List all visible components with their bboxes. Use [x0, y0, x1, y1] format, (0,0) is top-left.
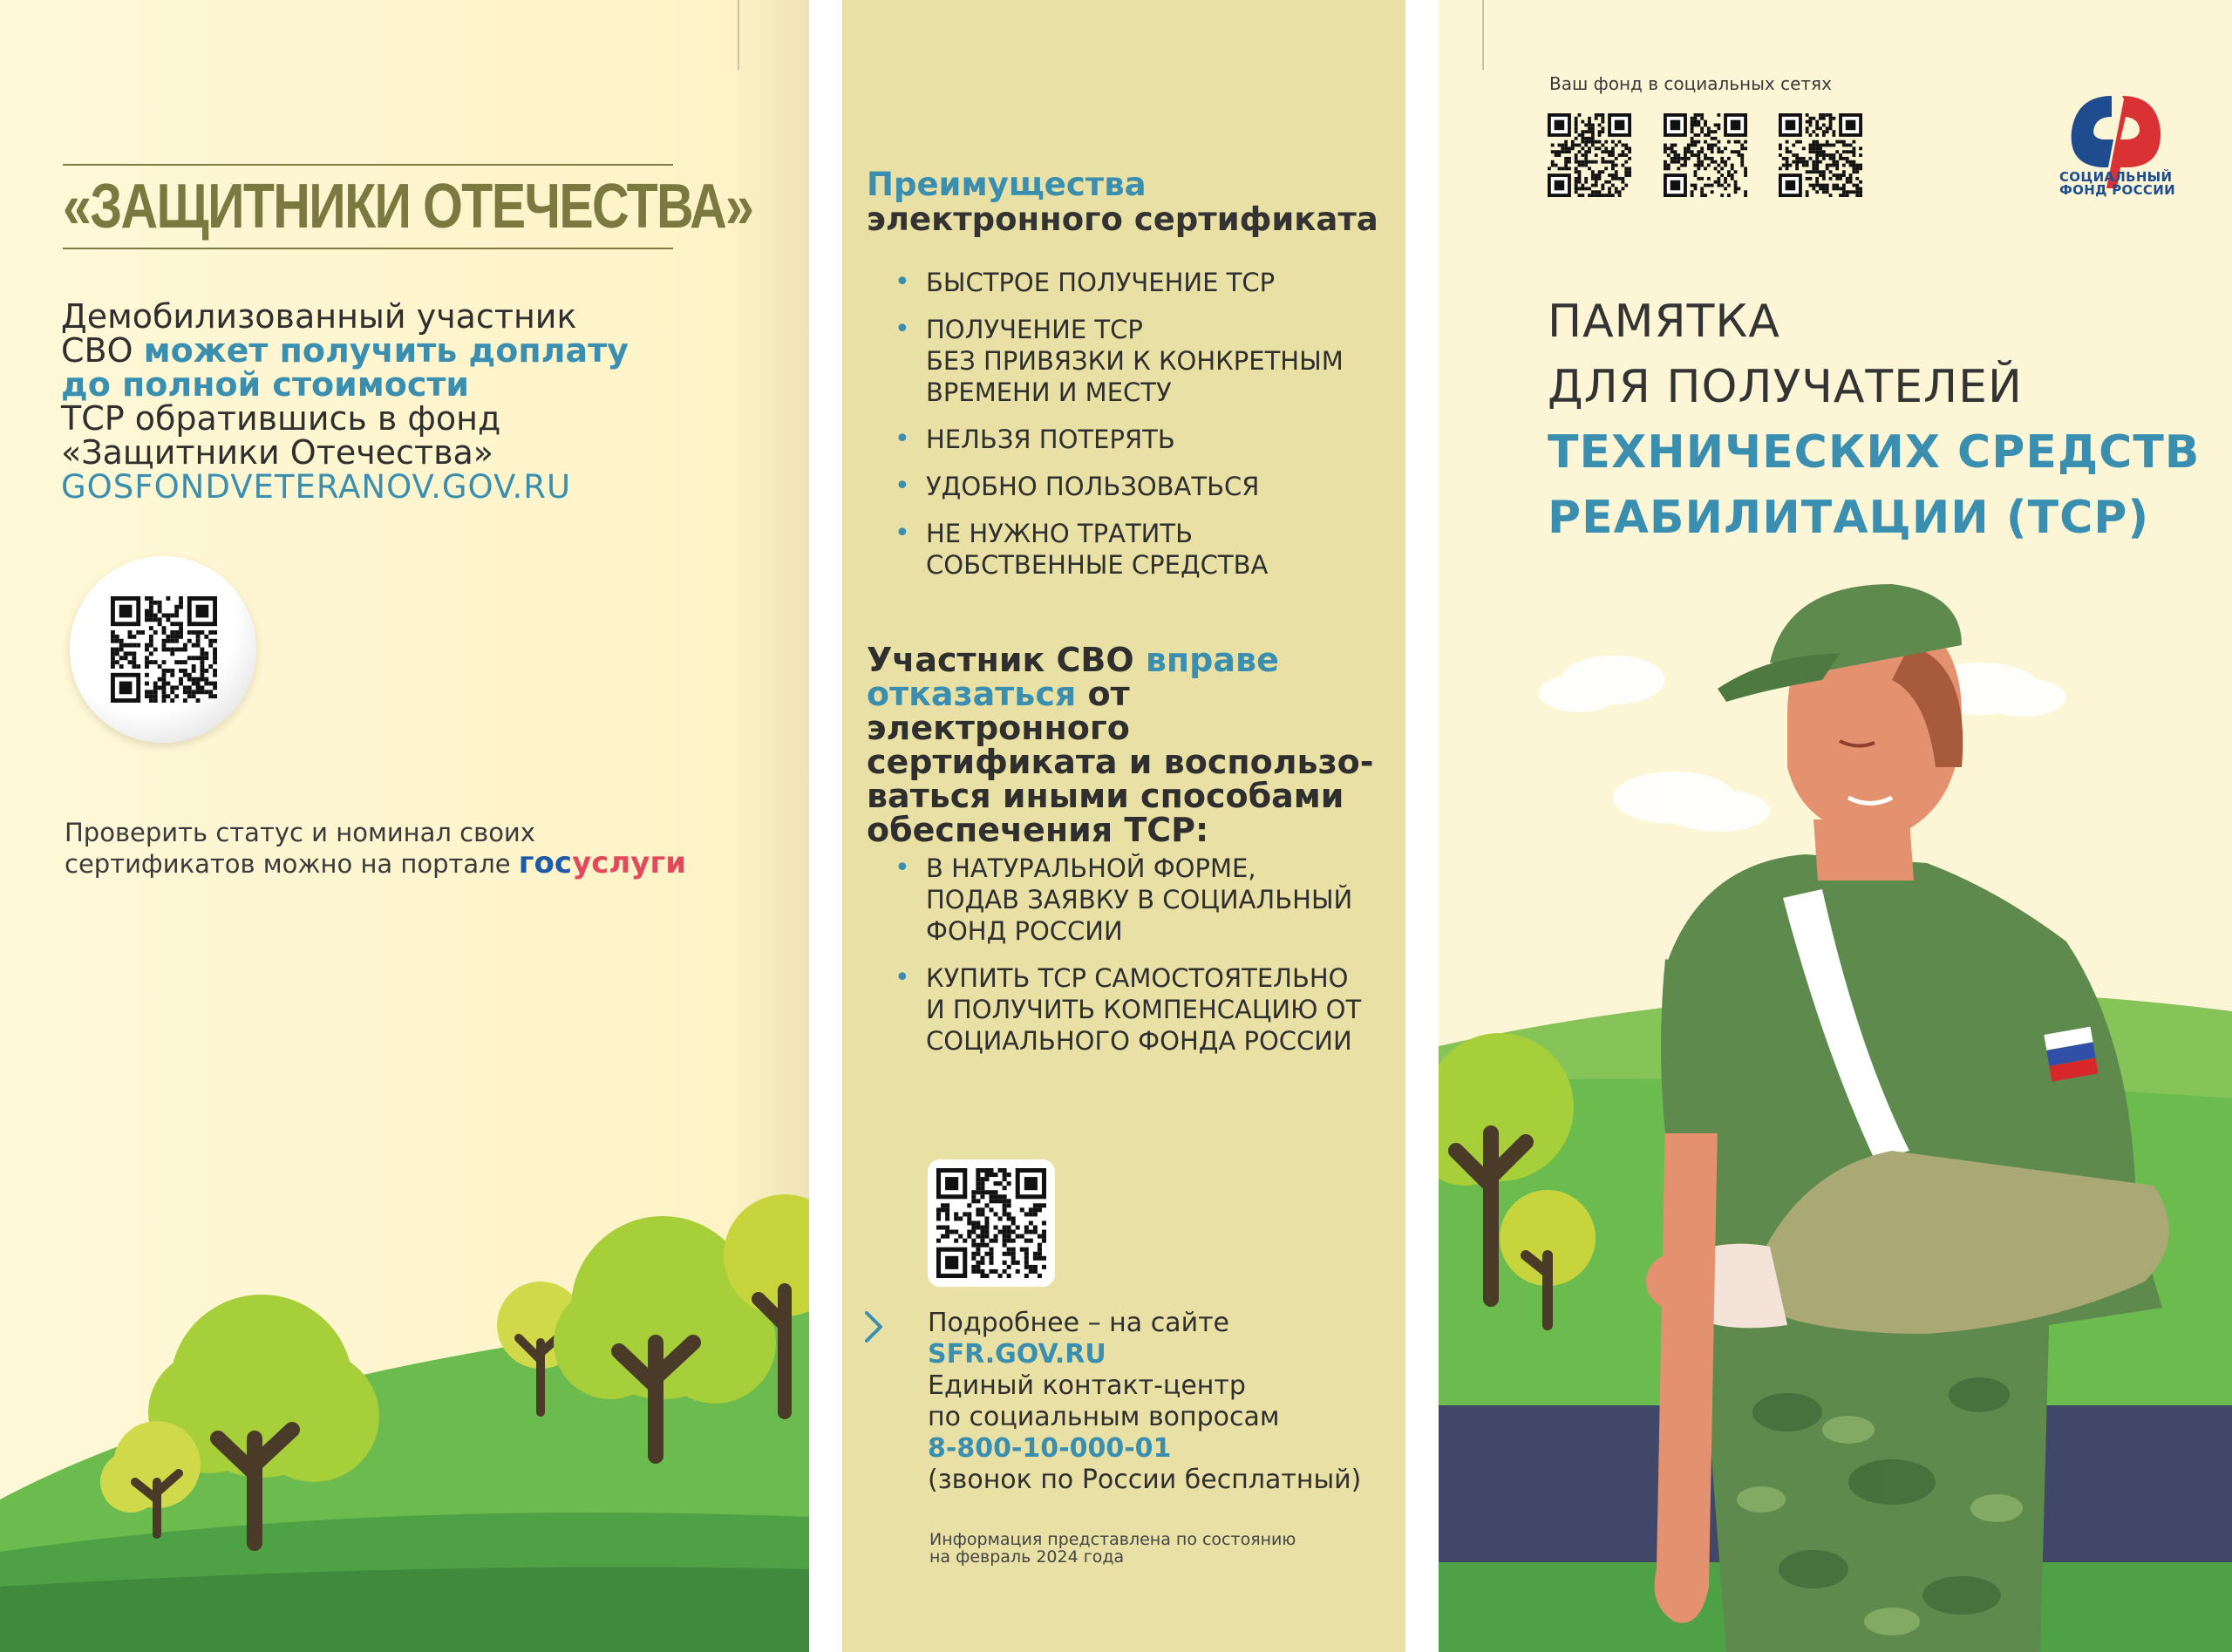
list-item: • НЕЛЬЗЯ ПОТЕРЯТЬ	[895, 424, 1383, 455]
vk-icon[interactable]	[1548, 113, 1631, 197]
contact-info	[928, 1308, 1381, 1496]
info-accent: может получить доплату	[143, 331, 629, 370]
panel-gutter	[1405, 0, 1439, 1652]
gosuslugi-logo-part: гос	[518, 846, 573, 880]
heading-dark: электронного сертификата	[867, 201, 1378, 238]
russian-flag-patch	[2044, 1027, 2098, 1082]
qr-code-icon[interactable]	[936, 1168, 1046, 1278]
sfr-site-link[interactable]: SFR.GOV.RU	[928, 1339, 1106, 1370]
info-date-note	[929, 1531, 1365, 1566]
check-line	[65, 848, 727, 880]
info-line: Демобилизованный участник	[61, 297, 577, 336]
telegram-icon[interactable]	[1779, 113, 1862, 197]
note-line: на февраль 2024 года	[929, 1547, 1125, 1567]
contact-text: Единый контакт-центр	[928, 1370, 1246, 1401]
statement-text: от электронного сертификата и воспользо-ваться иными способами обеспечения ТСР:	[867, 675, 1374, 849]
info-text: СВО	[61, 331, 144, 370]
fund-title: «ЗАЩИТНИКИ ОТЕЧЕСТВА»	[63, 172, 753, 241]
refusal-statement	[867, 643, 1390, 847]
fund-title-box	[63, 164, 753, 249]
panel-right	[1439, 0, 2232, 1652]
veteran-info-text	[61, 297, 724, 506]
soldier-illustration	[1439, 0, 2232, 1652]
chevron-right-icon	[861, 1309, 886, 1344]
advantages-heading	[867, 167, 1390, 237]
social-qr-codes	[1548, 113, 1879, 201]
panel-middle	[842, 0, 1405, 1652]
brochure-title	[1548, 289, 2210, 551]
info-accent: до полной стоимости	[61, 365, 470, 404]
info-line	[61, 331, 724, 370]
info-line: «Защитники Отечества»	[61, 433, 494, 472]
list-item: • ПОЛУЧЕНИЕ ТСР БЕЗ ПРИВЯЗКИ К КОНКРЕТНЫМ ВРЕМЕНИ И МЕСТУ	[895, 314, 1383, 408]
contact-text: Подробнее – на сайте	[928, 1308, 1229, 1338]
social-caption: Ваш фонд в социальных сетях	[1549, 73, 1832, 94]
check-line: Проверить статус и номинал своих	[65, 818, 535, 847]
logo-line: СОЦИАЛЬНЫЙ	[2059, 169, 2173, 185]
info-line: ТСР обратившись в фонд	[61, 399, 501, 438]
gosfond-site-link[interactable]: GOSFONDVETERANOV.GOV.RU	[61, 468, 572, 506]
title-line: ПАМЯТКА	[1548, 296, 1780, 348]
gosfond-qr-badge[interactable]	[70, 556, 256, 743]
logo-line: ФОНД РОССИИ	[2059, 182, 2175, 198]
list-item: • УДОБНО ПОЛЬЗОВАТЬСЯ	[895, 471, 1383, 502]
list-item: • В НАТУРАЛЬНОЙ ФОРМЕ, ПОДАВ ЗАЯВКУ В СОЦИАЛЬНЫЙ ФОНД РОССИИ	[895, 853, 1383, 947]
note-line: Информация представлена по состоянию	[929, 1530, 1296, 1549]
sfr-qr-badge[interactable]	[928, 1159, 1055, 1287]
title-line-accent: РЕАБИЛИТАЦИИ (ТСР)	[1548, 492, 2150, 544]
gosuslugi-logo-part: услуги	[572, 846, 687, 880]
check-text: сертификатов можно на портале	[65, 849, 519, 879]
panel-left	[0, 0, 809, 1652]
statement-text: Участник СВО	[867, 641, 1146, 679]
alternatives-list	[895, 853, 1383, 1072]
advantages-list	[895, 267, 1383, 596]
ok-icon[interactable]	[1664, 113, 1747, 197]
statement-accent: вправе отказаться	[867, 641, 1279, 713]
gosuslugi-logo[interactable]	[518, 846, 687, 880]
title-line: ДЛЯ ПОЛУЧАТЕЛЕЙ	[1548, 361, 2023, 413]
contact-text: (звонок по России бесплатный)	[928, 1465, 1362, 1495]
qr-code-icon[interactable]	[111, 596, 217, 703]
gosuslugi-check-text	[65, 818, 727, 880]
panel-gutter	[809, 0, 842, 1652]
list-item: • БЫСТРОЕ ПОЛУЧЕНИЕ ТСР	[895, 267, 1383, 298]
title-line-accent: ТЕХНИЧЕСКИХ СРЕДСТВ	[1548, 426, 2201, 479]
list-item: • НЕ НУЖНО ТРАТИТЬ СОБСТВЕННЫЕ СРЕДСТВА	[895, 518, 1383, 581]
contact-text: по социальным вопросам	[928, 1402, 1280, 1432]
list-item: • КУПИТЬ ТСР САМОСТОЯТЕЛЬНО И ПОЛУЧИТЬ КОМПЕНСАЦИЮ ОТ СОЦИАЛЬНОГО ФОНДА РОССИИ	[895, 962, 1383, 1057]
heading-accent: Преимущества	[867, 166, 1147, 203]
sfr-logo-text	[2059, 171, 2190, 197]
phone-link[interactable]: 8-800-10-000-01	[928, 1433, 1172, 1464]
